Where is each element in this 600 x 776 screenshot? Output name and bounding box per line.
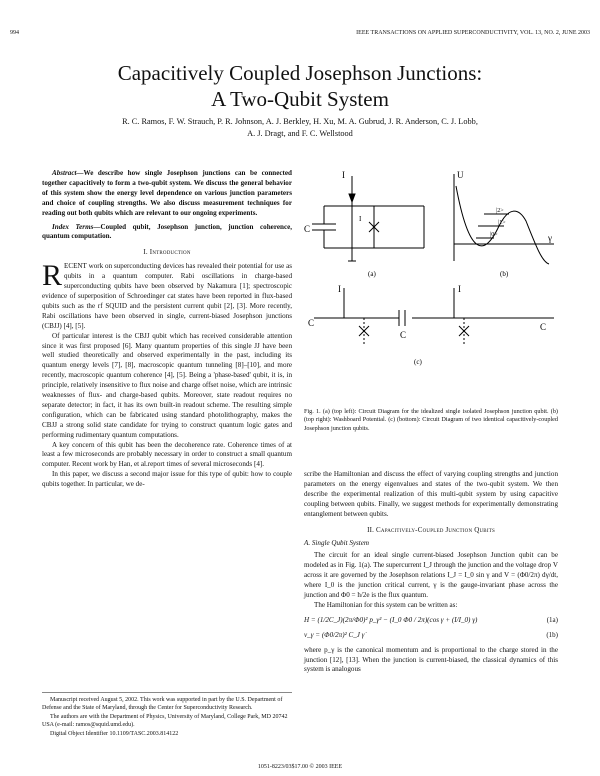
equation-1a-body: H = (1/2C_J)(2π/Φ0)² p_γ² − (I_0 Φ0 / 2π)(cos γ + (I/I_0) γ): [304, 615, 478, 624]
abstract-label: Abstract—: [52, 169, 84, 177]
right-paragraph-4: where p_γ is the canonical momentum and is proportional to the charge stored in the junction [12], [13]. When the junction is current-biased, the classical dynamics of this system is analogous: [304, 645, 558, 674]
label-potential: U: [457, 170, 464, 180]
circuit-diagram-single: [312, 176, 424, 261]
right-paragraph-1: scribe the Hamiltonian and discuss the effect of varying coupling strengths and junction parameters on the energy eigenvalues and states of the two-qubit system. We then describe the experimental realization of this multi-qubit system by using capacitive coupling between qubits. Finally, we suggest methods for experimentally demonstrating entanglement between qubits.: [304, 470, 558, 518]
authors-line-1: R. C. Ramos, F. W. Strauch, P. R. Johnson, A. J. Berkley, H. Xu, M. A. Gubrud, J. R. Anderson, C. J. Lobb,: [122, 117, 478, 126]
washboard-potential-plot: [454, 174, 554, 264]
right-paragraph-2: The circuit for an ideal single current-biased Josephson Junction qubit can be modeled as in Fig. 1(a). The supercurrent I_J through the junction and the voltage drop V across it are governed by the Josephson relations I_J = I_0 sin γ and V = (Φ0/2π) dγ/dt, where I_0 is the junction critical current, γ is the gauge-invariant phase across the junction and Φ0 = h/2e is the flux quantum.: [304, 551, 558, 599]
abstract-text: We describe how single Josephson junctions can be connected together capacitively to form a two-qubit system. We discuss the general behavior of this system show the energy level dependence on various junction parameters and choice of coupling strengths. We also discuss measurement techniques for reading out both qubits which are relevant to our ongoing experiments.: [42, 169, 292, 217]
journal-header: IEEE TRANSACTIONS ON APPLIED SUPERCONDUCTIVITY, VOL. 13, NO. 2, JUNE 2003: [356, 30, 590, 36]
circuit-diagram-coupled: [314, 288, 554, 346]
footnote-manuscript: Manuscript received August 5, 2002. This work was supported in part by the U.S. Department of Defense and the State of Maryland, through the Center for Superconductivity Research.: [42, 697, 283, 712]
section-2-heading: II. Capacitively-Coupled Junction Qubits: [367, 525, 495, 534]
label-junction-current: I: [359, 215, 362, 223]
figure-1-caption: Fig. 1. (a) (top left): Circuit Diagram for the idealized single isolated Josephson junction qubit. (b) (top right): Washboard Potential. (c) (bottom): Circuit Diagram of two identical capacitively-coupled Josephson junction qubits.: [304, 408, 558, 432]
drop-cap: R: [42, 259, 63, 293]
intro-paragraph-4: In this paper, we discuss a second major issue for this type of qubit: how to couple qubits together. In particular, we de-: [42, 470, 292, 489]
right-column: [304, 470, 558, 675]
label-current-1: I: [338, 284, 341, 294]
footnotes: [42, 692, 292, 738]
figure-1-drawing: [304, 166, 560, 402]
label-cap-coupling: C: [400, 330, 407, 340]
label-level-0: |0>: [490, 232, 498, 238]
authors-line-2: A. J. Dragt, and F. C. Wellstood: [247, 129, 353, 138]
left-column: [42, 169, 292, 490]
equation-1a: [304, 616, 558, 626]
footnote-affiliation: The authors are with the Department of Physics, University of Maryland, College Park, MD 20742 USA (e-mail: ramos@squid.umd.edu).: [42, 713, 288, 729]
equation-1a-tag: (1a): [546, 615, 558, 624]
footnote-doi: Digital Object Identifier 10.1109/TASC.2003.814122: [50, 730, 179, 737]
index-terms-label: Index Terms—: [52, 222, 101, 231]
label-current-2: I: [458, 284, 461, 294]
label-fig-a: (a): [368, 270, 376, 278]
index-terms-text: Coupled qubit, Josephson junction, junction coherence, quantum computation.: [42, 222, 293, 241]
copyright-notice: 1051-8223/03$17.00 © 2003 IEEE: [257, 764, 343, 770]
paper-title: [0, 60, 600, 112]
label-cap-j: C: [540, 322, 547, 332]
label-fig-b: (b): [500, 270, 509, 278]
section-1-heading: I. Introduction: [143, 248, 191, 257]
label-level-2: |2>: [496, 208, 504, 214]
label-gamma: γ: [548, 233, 552, 243]
intro-paragraph-1: [42, 259, 292, 331]
label-fig-c: (c): [414, 358, 422, 366]
intro-paragraph-2: Of particular interest is the CBJJ qubit which has received considerable attention since it was first proposed [6]. Many quantum properties of this single JJ have been well studied theoretically and observed experimentally in the past, including its quantum energy levels [7], [8], macroscopic quantum tunneling [8]–[10], and more recently, macroscopic quantum coherence [4], [5]. Being a 'phase-based' qubit, it is, in principle, relatively insensitive to flux noise and charge offset noise, which are intrinsic weaknesses of flux- and charge-based qubits. Moreover, state readout requires no separate detector; in fact, it has its own built-in readout scheme. The resulting simple configuration, which can be fabricated using standard photolithography, makes the CBJJ a strong solid state candidate for trying to construct quantum logic gates and performing rudimentary quantum computations.: [42, 331, 292, 439]
equation-1b-tag: (1b): [546, 630, 558, 639]
intro-p1-text: ECENT work on superconducting devices has revealed their potential for use as qubits in a quantum computer. Rabi oscillations in charge-based superconducting qubits have been observed by Nakamura [1]; spectroscopic evidence of superposition of Schroedinger cat states have been reported in flux-based qubits such as the rf SQUID and the persistent current qubit [2], [3]. More recently, Rabi oscillations have been observed in single, current-biased Josephson junctions (CBJJ) [4], [5].: [42, 262, 292, 330]
equation-1b: [304, 631, 558, 641]
title-line-2: A Two-Qubit System: [211, 87, 389, 111]
title-line-1: Capacitively Coupled Josephson Junctions:: [117, 61, 483, 85]
right-paragraph-3: The Hamiltonian for this system can be written as:: [314, 600, 458, 609]
author-list: [30, 116, 570, 140]
label-level-1: |1>: [498, 220, 506, 226]
index-terms: [42, 223, 292, 243]
abstract: [42, 169, 292, 219]
subsection-a-heading: A. Single Qubit System: [304, 539, 370, 548]
label-bias-current: I: [342, 170, 345, 180]
page-number: 994: [10, 30, 19, 36]
intro-paragraph-3: A key concern of this qubit has been the decoherence rate. Coherence times of at least a few microseconds are probably necessary in order to construct a small quantum computer. Recent work by Han, et al.report times of several microseconds [4].: [42, 440, 292, 469]
equation-1b-body: ν_γ = (Φ0/2π)² C_J γ̇: [304, 630, 365, 639]
label-capacitor: C: [304, 224, 311, 234]
figure-1: [304, 166, 560, 402]
label-cap-1: C: [308, 318, 315, 328]
